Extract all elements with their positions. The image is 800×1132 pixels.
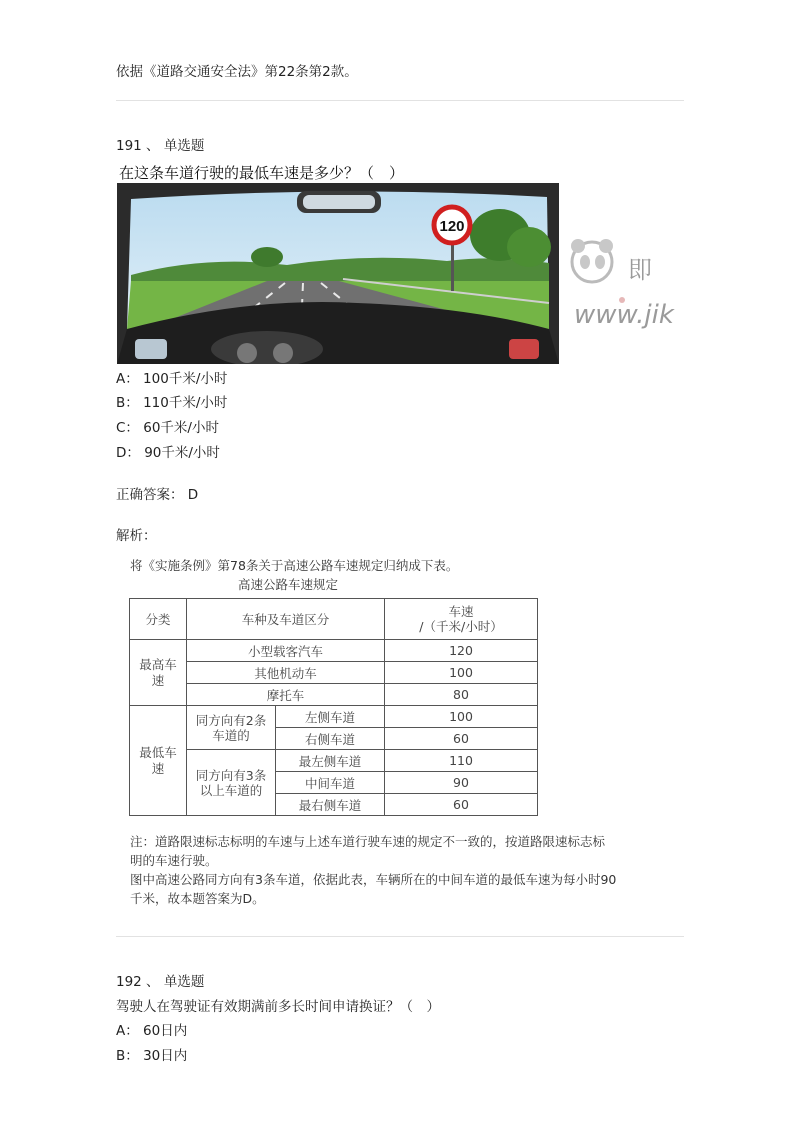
analysis-note: 明的车速行驶。 <box>130 853 218 868</box>
analysis-note: 注：道路限速标志标明的车速与上述车道行驶车速的规定不一致的，按道路限速标志标 <box>130 834 606 849</box>
option-c <box>116 419 219 437</box>
table-row-label: 小型载客汽车 <box>187 640 385 662</box>
correct-answer <box>116 486 198 504</box>
option-key: B： <box>116 1048 139 1064</box>
header-speed-unit: /（千米/小时） <box>419 619 503 634</box>
analysis-scan <box>118 552 678 908</box>
option-text: 90千米/小时 <box>144 445 220 461</box>
watermark-brand: 即 <box>628 256 652 284</box>
table-row-value: 60 <box>385 794 538 816</box>
option-a <box>116 1022 187 1040</box>
table-row-value: 60 <box>385 728 538 750</box>
option-text: 110千米/小时 <box>143 395 228 411</box>
question-text-192: 驾驶人在驾驶证有效期满前多长时间申请换证？（ ） <box>116 999 440 1015</box>
table-row-label: 摩托车 <box>187 684 385 706</box>
table-row-label: 左侧车道 <box>276 706 385 728</box>
watermark-url: www.jik <box>574 300 674 330</box>
table-row-label: 其他机动车 <box>187 662 385 684</box>
table-row-label: 中间车道 <box>276 772 385 794</box>
option-b <box>116 394 227 412</box>
option-text: 100千米/小时 <box>143 371 228 387</box>
group-min: 最低车速 <box>130 706 187 816</box>
table-row-label: 右侧车道 <box>276 728 385 750</box>
header-speed-label: 车速 <box>448 604 474 619</box>
option-text: 60日内 <box>143 1023 188 1039</box>
table-row-value: 100 <box>385 662 538 684</box>
analysis-note: 图中高速公路同方向有3条车道，依据此表，车辆所在的中间车道的最低车速为每小时90 <box>130 872 617 887</box>
table-row-label: 最右侧车道 <box>276 794 385 816</box>
table-row-value: 120 <box>385 640 538 662</box>
header-vehicle: 车种及车道区分 <box>187 599 385 640</box>
car-dashboard-illustration <box>117 157 559 364</box>
watermark <box>570 232 686 362</box>
speed-sign-value: 120 <box>439 218 465 235</box>
previous-explanation: 依据《道路交通安全法》第22条第2款。 <box>116 64 358 80</box>
question-number-192: 192 、 单选题 <box>116 974 205 990</box>
header-category: 分类 <box>130 599 187 640</box>
answer-label: 正确答案： <box>116 487 184 503</box>
table-row-value: 100 <box>385 706 538 728</box>
speed-table <box>129 598 538 816</box>
three-lane-label: 同方向有3条以上车道的 <box>187 750 276 816</box>
table-row-value: 110 <box>385 750 538 772</box>
divider <box>116 100 684 101</box>
group-max: 最高车速 <box>130 640 187 706</box>
option-key: A： <box>116 371 139 387</box>
question-image <box>117 157 559 364</box>
option-text: 60千米/小时 <box>143 420 219 436</box>
table-row-label: 最左侧车道 <box>276 750 385 772</box>
option-d <box>116 444 220 462</box>
answer-value: D <box>187 487 199 503</box>
option-key: A： <box>116 1023 139 1039</box>
option-key: D： <box>116 445 140 461</box>
table-title: 高速公路车速规定 <box>238 577 339 592</box>
table-row-value: 90 <box>385 772 538 794</box>
option-text: 30日内 <box>143 1048 188 1064</box>
option-b <box>116 1047 187 1065</box>
question-number-191: 191 、 单选题 <box>116 138 205 154</box>
table-row-value: 80 <box>385 684 538 706</box>
divider <box>116 936 684 937</box>
option-key: C： <box>116 420 139 436</box>
analysis-intro: 将《实施条例》第78条关于高速公路车速规定归纳成下表。 <box>130 558 459 573</box>
two-lane-label: 同方向有2条车道的 <box>187 706 276 750</box>
header-speed <box>385 599 538 640</box>
panda-logo-icon <box>570 236 626 306</box>
analysis-label: 解析： <box>116 528 157 544</box>
analysis-note: 千米，故本题答案为D。 <box>130 891 265 906</box>
option-a <box>116 370 227 388</box>
image-question-text: 在这条车道行驶的最低车速是多少？（ ） <box>119 164 405 182</box>
option-key: B： <box>116 395 139 411</box>
